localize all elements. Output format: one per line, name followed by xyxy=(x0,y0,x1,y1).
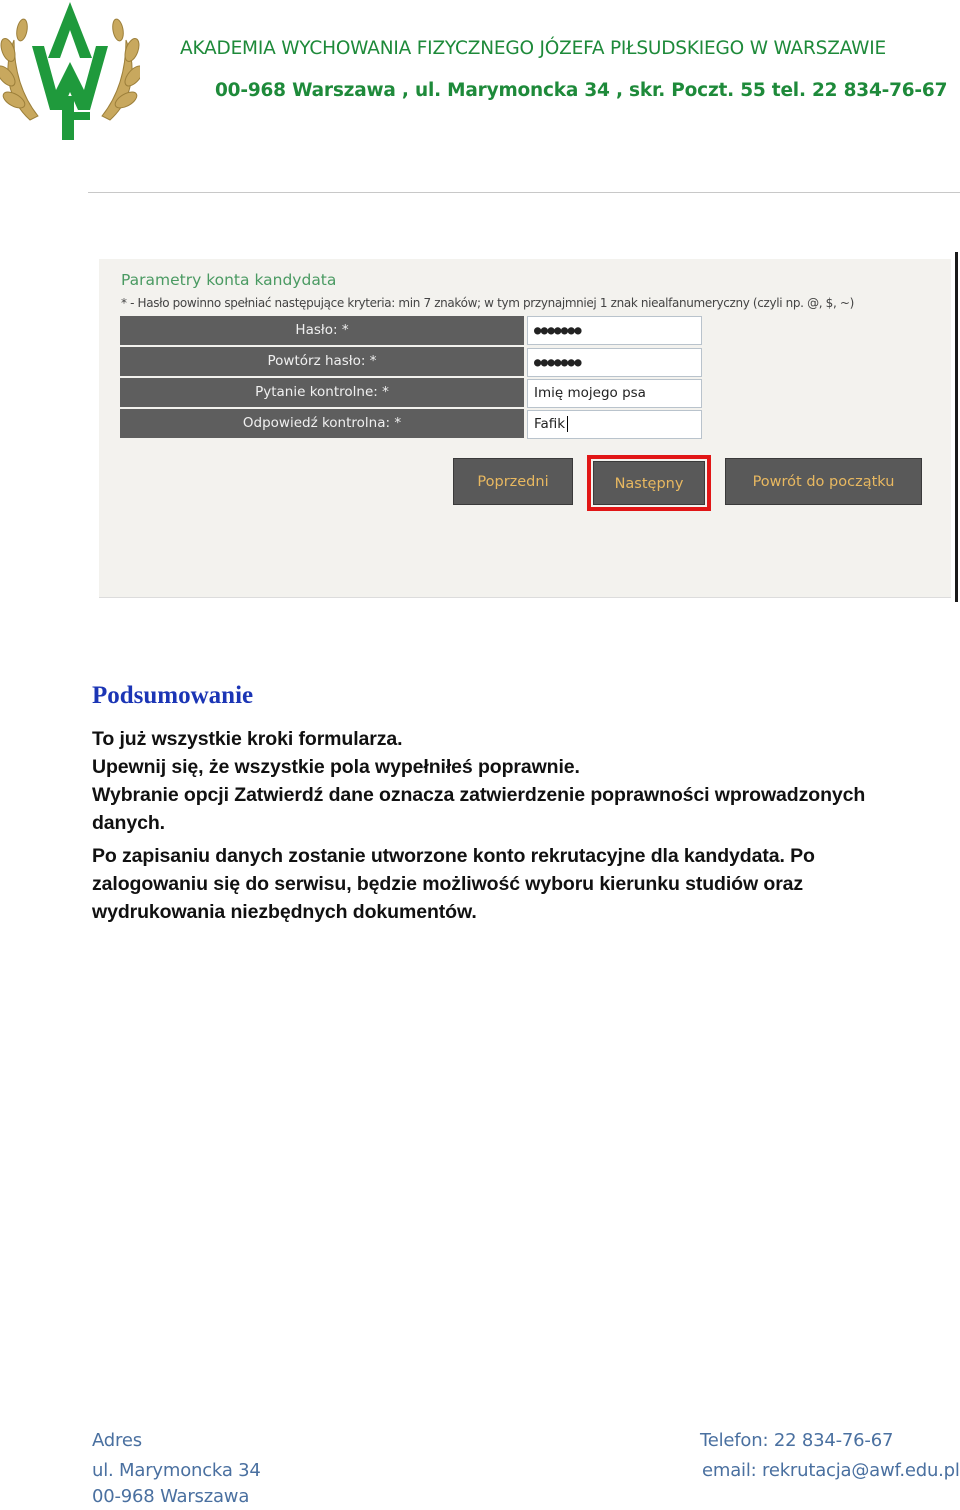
institution-address: 00-968 Warszawa , ul. Marymoncka 34 , skr. Poczt. 55 tel. 22 834-76-67 xyxy=(215,80,948,101)
footer-phone: Telefon: 22 834-76-67 xyxy=(700,1430,894,1451)
summary-line-3: Wybranie opcji Zatwierdź dane oznacza zatwierdzenie poprawności wprowadzonych danych. xyxy=(92,784,866,834)
footer-city: 00-968 Warszawa xyxy=(92,1486,250,1507)
summary-heading: Podsumowanie xyxy=(92,682,254,709)
previous-button[interactable]: Poprzedni xyxy=(453,458,573,505)
password-criteria-note: * - Hasło powinno spełniać następujące kryteria: min 7 znaków; w tym przynajmniej 1 znak niealfanumeryczny (czyli np. @, $, ~) xyxy=(121,296,854,310)
summary-paragraph-2: Po zapisaniu danych zostanie utworzone konto rekrutacyjne dla kandydata. Po zalogowaniu się do serwisu, będzie możliwość wyboru kierunku studiów oraz wydrukowania niezbędnych dokumentów. xyxy=(92,845,815,923)
summary-line-1: To już wszystkie kroki formularza. xyxy=(92,728,403,750)
password-input[interactable] xyxy=(527,316,702,345)
security-question-label: Pytanie kontrolne: * xyxy=(120,378,524,407)
panel-edge-line xyxy=(955,252,958,602)
footer-address-label: Adres xyxy=(92,1430,142,1451)
security-answer-input[interactable] xyxy=(527,410,702,439)
next-button[interactable]: Następny xyxy=(593,461,705,505)
summary-line-2: Upewnij się, że wszystkie pola wypełniłeś poprawnie. xyxy=(92,756,580,778)
back-to-start-button[interactable]: Powrót do początku xyxy=(725,458,922,505)
repeat-password-value: ●●●●●●● xyxy=(534,355,582,369)
awf-logo-icon xyxy=(0,0,140,142)
password-label: Hasło: * xyxy=(120,316,524,345)
footer-email[interactable]: email: rekrutacja@awf.edu.pl xyxy=(702,1460,960,1481)
text-caret xyxy=(567,416,568,432)
header-divider xyxy=(88,192,960,193)
footer-street: ul. Marymoncka 34 xyxy=(92,1460,261,1481)
repeat-password-label: Powtórz hasło: * xyxy=(120,347,524,376)
institution-title: AKADEMIA WYCHOWANIA FIZYCZNEGO JÓZEFA PIŁSUDSKIEGO W WARSZAWIE xyxy=(180,38,886,59)
next-button-highlight xyxy=(587,455,711,511)
security-question-value: Imię mojego psa xyxy=(534,385,646,401)
form-title: Parametry konta kandydata xyxy=(121,271,337,289)
security-answer-value: Fafik xyxy=(534,416,566,432)
password-value: ●●●●●●● xyxy=(534,323,582,337)
repeat-password-input[interactable] xyxy=(527,348,702,377)
security-answer-label: Odpowiedź kontrolna: * xyxy=(120,409,524,438)
security-question-input[interactable] xyxy=(527,379,702,408)
